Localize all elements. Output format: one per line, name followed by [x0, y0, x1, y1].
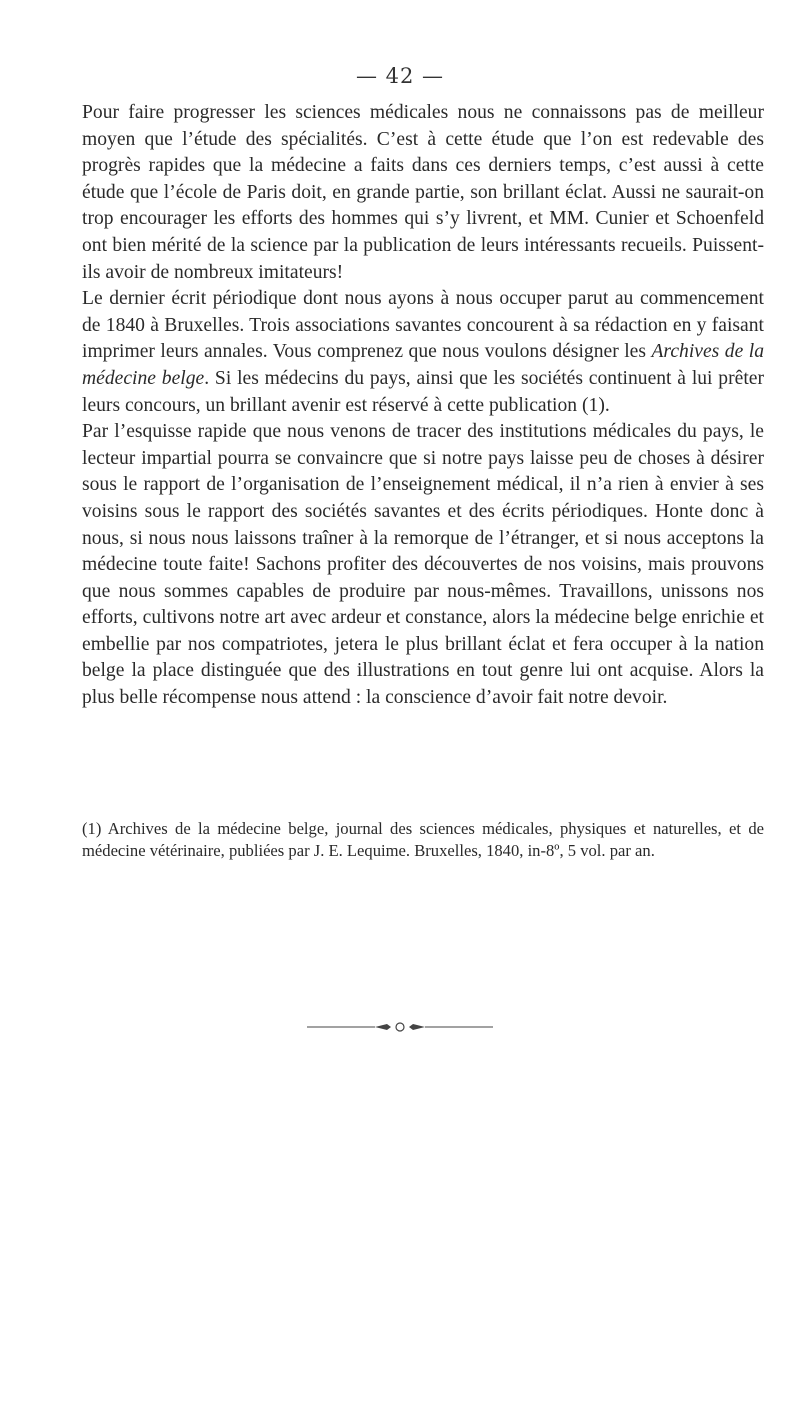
paragraph-1: Pour faire progresser les sciences médicales nous ne connaissons pas de meilleur moyen que l’étude des spécialités. C’est à cette étude que l’on est redevable des progrès rapides que la médecine a faits dans ces derniers temps, c’est aussi à cette étude que l’école de Paris doit, en grande partie, son brillant éclat. Aussi ne saurait-on trop encourager les efforts des hommes qui s’y livrent, et MM. Cunier et Schoenfeld ont bien mérité de la science par la publication de leurs intéressants recueils. Puissent-ils avoir de nombreux imitateurs!: [82, 102, 764, 283]
main-text: [82, 100, 764, 712]
ornament: [0, 1020, 800, 1034]
page-number: — 42 —: [355, 64, 445, 88]
paragraph-2: [82, 286, 764, 419]
journal-title: Archives de la médecine belge: [82, 341, 764, 389]
paragraph-2-text-end: . Si les médecins du pays, ainsi que les sociétés continuent à lui prêter leurs concours, un brillant avenir est réservé à cette publication (1).: [82, 367, 764, 416]
paragraph-3: Par l’esquisse rapide que nous venons de tracer des institutions médicales du pays, le lecteur impartial pourra se convaincre que si notre pays laisse peu de choses à désirer sous le rapport de l’organisation de l’enseignement médical, il n’a rien à envier à ses voisins sous le rapport des sociétés savantes et des écrits périodiques. Honte donc à nous, si nous nous laissons traîner à la remorque de l’étranger, et si nous acceptons la médecine toute faite! Sachons profiter des découvertes de nos voisins, mais prouvons que nous sommes capables de produire par nous-mêmes. Travaillons, unissons nos efforts, cultivons notre art avec ardeur et constance, alors la médecine belge enrichie et embellie par nos compatriotes, jetera le plus brillant éclat et fera occuper à la nation belge la place distinguée que des illustrations en tout genre lui ont acquise. Alors la plus belle récompense nous attend : la conscience d’avoir fait notre devoir.: [82, 421, 764, 709]
decorative-rule-icon: [305, 1020, 495, 1034]
paragraph-2-text-start: Le dernier écrit périodique dont nous ayons à nous occuper parut au commencement de 1840 à Bruxelles. Trois associations savantes concourent à sa rédaction en y faisant imprimer leurs annales. Vous comprenez que nous voulons désigner les: [82, 288, 764, 363]
footnote: (1) Archives de la médecine belge, journal des sciences médicales, physiques et naturelles, et de médecine vétérinaire, publiées par J. E. Lequime. Bruxelles, 1840, in-8º, 5 vol. par an.: [82, 819, 764, 860]
